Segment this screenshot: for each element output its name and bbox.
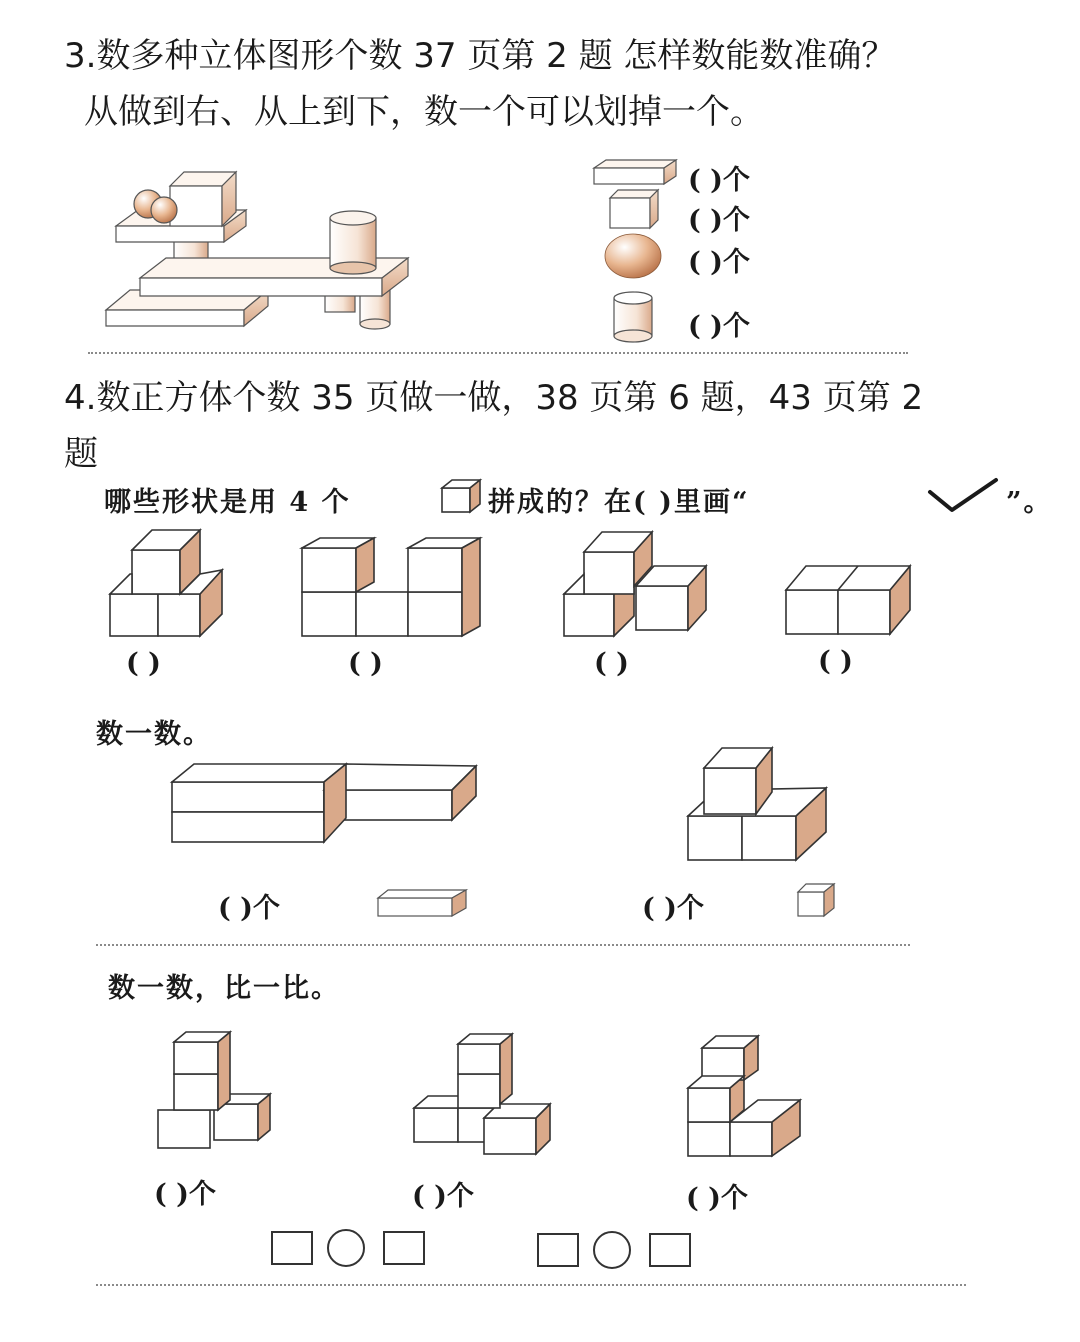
q3-shape-a xyxy=(158,1032,270,1148)
divider xyxy=(96,944,910,946)
divider xyxy=(96,1284,966,1286)
stacked-solids-figure xyxy=(106,172,408,329)
small-cube-icon xyxy=(442,480,480,512)
q2-shapes xyxy=(172,748,826,860)
q1-shape-a xyxy=(110,530,222,636)
compare-box[interactable] xyxy=(538,1234,578,1266)
q3-shape-b xyxy=(414,1034,550,1154)
divider xyxy=(88,352,908,354)
cube-icon xyxy=(610,190,658,228)
q1-blank-b[interactable]: ( ) xyxy=(348,648,383,679)
q3-blank-a[interactable]: ( )个 xyxy=(154,1179,216,1210)
compare-circle[interactable] xyxy=(594,1232,630,1268)
q1-prompt-a: 哪些形状是用 4 个 xyxy=(104,487,351,518)
section4-title-line2: 题 xyxy=(64,434,98,474)
compare-group-1 xyxy=(272,1230,424,1266)
q1-shape-b xyxy=(302,538,480,636)
q3-shapes xyxy=(158,1032,800,1156)
q1-prompt-b: 拼成的？在( )里画“ xyxy=(488,487,750,518)
answer-blank-cylinder[interactable]: ( )个 xyxy=(688,311,750,342)
flat-cuboid-icon xyxy=(378,890,466,916)
q1-blank-c[interactable]: ( ) xyxy=(594,648,629,679)
q1-prompt-c: ”。 xyxy=(1006,487,1053,518)
q1-shapes xyxy=(110,530,910,636)
compare-box[interactable] xyxy=(272,1232,312,1264)
q1-blank-a[interactable]: ( ) xyxy=(126,648,161,679)
q1-blank-d[interactable]: ( ) xyxy=(818,646,853,677)
q2-small-cube-icon xyxy=(798,884,834,916)
q2-cuboid-stack xyxy=(172,764,476,842)
compare-box[interactable] xyxy=(384,1232,424,1264)
q3-blank-c[interactable]: ( )个 xyxy=(686,1183,748,1214)
q1-shape-c xyxy=(564,532,706,636)
section3-title: 3.数多种立体图形个数 37 页第 2 题 怎样数能数准确？ xyxy=(64,36,896,76)
answer-blank-sphere[interactable]: ( )个 xyxy=(688,247,750,278)
q2-cube-group xyxy=(688,748,826,860)
compare-circle[interactable] xyxy=(328,1230,364,1266)
answer-blank-cube[interactable]: ( )个 xyxy=(688,205,750,236)
cylinder-icon xyxy=(614,292,652,342)
q2-blank-right[interactable]: ( )个 xyxy=(642,893,704,924)
q3-shape-c xyxy=(688,1036,800,1156)
section3-hint: 从做到右、从上到下，数一个可以划掉一个。 xyxy=(84,92,764,132)
check-mark-icon xyxy=(930,480,996,510)
cuboid-icon xyxy=(594,160,676,184)
q1-shape-d xyxy=(786,566,910,634)
q3-blank-b[interactable]: ( )个 xyxy=(412,1181,474,1212)
q2-title: 数一数。 xyxy=(96,719,212,750)
compare-group-2 xyxy=(538,1232,690,1268)
q2-blank-left[interactable]: ( )个 xyxy=(218,893,280,924)
compare-box[interactable] xyxy=(650,1234,690,1266)
answer-blank-cuboid[interactable]: ( )个 xyxy=(688,165,750,196)
section4-title-line1: 4.数正方体个数 35 页做一做，38 页第 6 题，43 页第 2 xyxy=(64,378,924,418)
sphere-icon xyxy=(605,234,661,278)
q3-title: 数一数，比一比。 xyxy=(108,973,340,1004)
